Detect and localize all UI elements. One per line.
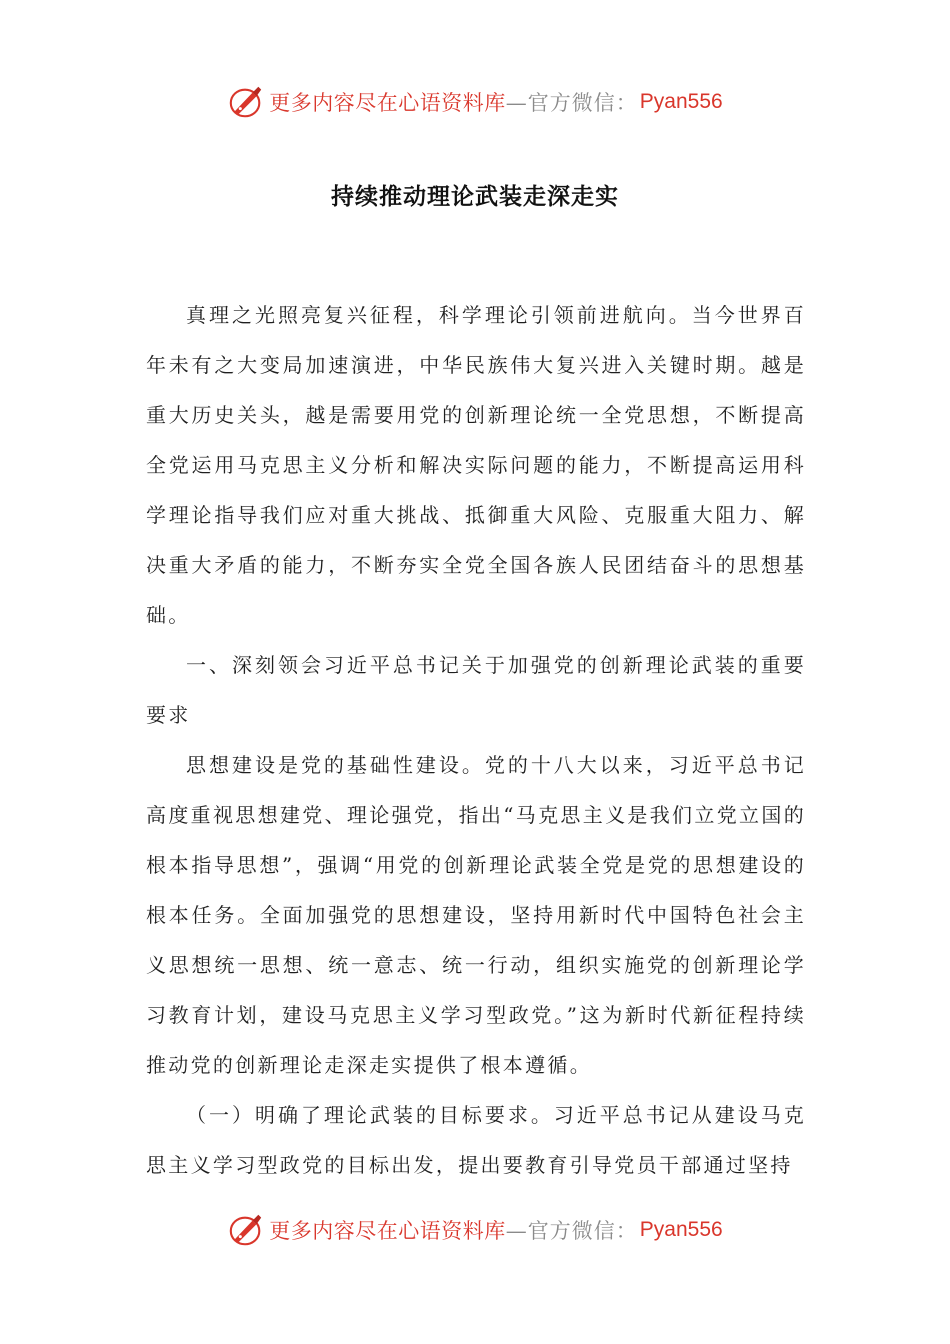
- banner-wechat-id: Pyan556: [639, 90, 723, 113]
- banner-wechat-id: Pyan556: [639, 1218, 723, 1241]
- banner-site-name: 更多内容尽在心语资料库: [269, 91, 506, 115]
- header-watermark-banner: [0, 80, 950, 124]
- body-paragraph: 思想建设是党的基础性建设。党的十八大以来，习近平总书记高度重视思想建党、理论强党，指出“马克思主义是我们立党立国的根本指导思想”，强调“用党的创新理论武装全党是党的思想建设的根本任务。全面加强党的思想建设，坚持用新时代中国特色社会主义思想统一思想、统一意志、统一行动，组织实施党的创新理论学习教育计划，建设马克思主义学习型政党。”这为新时代新征程持续推动党的创新理论走深走实提供了根本遵循。: [146, 753, 806, 1077]
- subsection-paragraph: （一）明确了理论武装的目标要求。习近平总书记从建设马克思主义学习型政党的目标出发，提出要教育引导党员干部通过坚持: [146, 1103, 806, 1177]
- document-title: 持续推动理论武装走深走实: [331, 183, 619, 210]
- pen-nib-logo-icon: [227, 1211, 265, 1249]
- footer-watermark-banner: [0, 1208, 950, 1252]
- banner-wechat-label: —官方微信：: [505, 91, 638, 115]
- intro-paragraph: 真理之光照亮复兴征程，科学理论引领前进航向。当今世界百年未有之大变局加速演进，中华民族伟大复兴进入关键时期。越是重大历史关头，越是需要用党的创新理论统一全党思想，不断提高全党运用马克思主义分析和解决实际问题的能力，不断提高运用科学理论指导我们应对重大挑战、抵御重大风险、克服重大阻力、解决重大矛盾的能力，不断夯实全党全国各族人民团结奋斗的思想基础。: [146, 303, 806, 627]
- banner-wechat-label: —官方微信：: [505, 1219, 638, 1243]
- banner-site-name: 更多内容尽在心语资料库: [269, 1219, 506, 1243]
- pen-nib-logo-icon: [227, 83, 265, 121]
- section-heading: 一、深刻领会习近平总书记关于加强党的创新理论武装的重要要求: [146, 653, 806, 727]
- document-body: [146, 290, 806, 1190]
